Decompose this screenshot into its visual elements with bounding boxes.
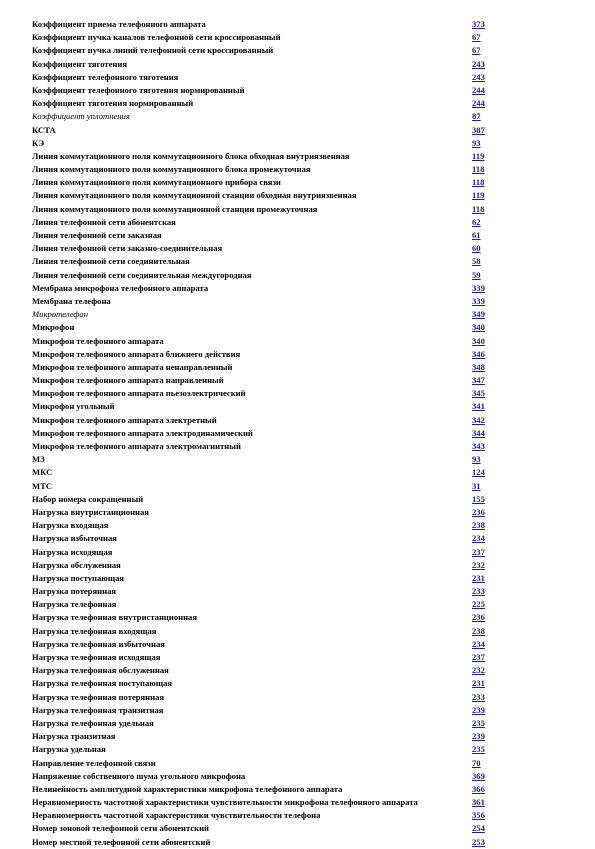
index-entry — [32, 374, 562, 387]
page-number-link[interactable]: 254 — [472, 823, 485, 834]
index-term: Номер зоновой телефонной сети абонентский — [32, 823, 209, 834]
index-term: Линия телефонной сети соединительная — [32, 256, 190, 267]
page-number-link[interactable]: 119 — [472, 150, 485, 161]
index-term: Нагрузка телефонная поступающая — [32, 678, 173, 689]
page-number-link[interactable]: 387 — [472, 124, 485, 135]
index-term: Мембрана телефона — [32, 295, 111, 306]
index-entry — [32, 242, 562, 255]
index-term: Коэффициент приема телефонного аппарата — [32, 19, 206, 29]
index-entry — [32, 757, 562, 770]
page-number-link[interactable]: 253 — [472, 836, 485, 847]
page-number-link[interactable]: 237 — [472, 652, 485, 662]
page-number-link[interactable]: 340 — [472, 335, 485, 346]
index-term: Линия коммутационного поля коммутационного блока промежуточная — [32, 164, 311, 175]
index-term: Нагрузка телефонная транзитная — [32, 704, 164, 715]
index-term: Направление телефонной связи — [32, 757, 156, 768]
index-entry — [32, 31, 562, 44]
index-entry — [32, 400, 562, 413]
index-term: Нагрузка поступающая — [32, 572, 125, 583]
index-entry — [32, 427, 562, 440]
page-number-link[interactable]: 238 — [472, 625, 485, 636]
page-number-link[interactable]: 361 — [472, 797, 485, 808]
page-number-link[interactable]: 346 — [472, 348, 485, 359]
index-term: Коэффициент телефонного тяготения — [32, 71, 179, 82]
index-entry — [32, 269, 562, 282]
index-entry — [32, 664, 562, 677]
index-entry — [32, 717, 562, 730]
index-entry — [32, 229, 562, 242]
index-term: Нагрузка телефонная обслуженная — [32, 665, 169, 676]
index-entry — [32, 282, 562, 295]
index-entry — [32, 519, 562, 532]
index-entry — [32, 559, 562, 572]
page-number-link[interactable]: 118 — [472, 177, 485, 188]
page-number-link[interactable]: 232 — [472, 559, 485, 570]
index-term: Линия телефонной сети абонентская — [32, 216, 176, 227]
index-entry — [32, 295, 562, 308]
index-entry — [32, 822, 562, 835]
page-number-link[interactable]: 124 — [472, 467, 485, 478]
index-term: Мембрана микрофона телефонного аппарата — [32, 282, 209, 293]
index-entry — [32, 743, 562, 756]
page-number-link[interactable]: 60 — [472, 243, 481, 254]
page-number-link[interactable]: 345 — [472, 388, 485, 399]
index-term: Линия телефонной сети заказно-соединительная — [32, 243, 223, 254]
page-number-link[interactable]: 347 — [472, 375, 485, 386]
index-term: МКС — [32, 467, 53, 478]
page-number-link[interactable]: 243 — [472, 71, 485, 82]
index-term: Нагрузка потерянная — [32, 586, 117, 597]
page-number-link[interactable]: 239 — [472, 704, 485, 715]
index-term: Нагрузка транзитная — [32, 731, 116, 742]
page-number-link[interactable]: 369 — [472, 770, 485, 781]
index-term: Микрофон телефонного аппарата электродинамический — [32, 427, 253, 438]
index-term: Нагрузка обслуженная — [32, 559, 121, 570]
index-entry — [32, 176, 562, 189]
index-term: Коэффициент тяготения — [32, 58, 127, 69]
index-term: Нагрузка избыточная — [32, 533, 117, 544]
index-term: Коэффициент пучка линий телефонной сети кроссированный — [32, 45, 274, 56]
index-term: Коэффициент пучка каналов телефонной сети кроссированный — [32, 32, 281, 43]
index-entry — [32, 44, 562, 57]
index-term: Коэффициент тяготения нормированный — [32, 98, 194, 109]
page-number-link[interactable]: 373 — [472, 19, 485, 29]
page-number-link[interactable]: 61 — [472, 230, 481, 240]
index-entry — [32, 691, 562, 704]
page-number-link[interactable]: 59 — [472, 269, 481, 280]
index-term: Нагрузка внутристанционная — [32, 506, 149, 517]
page-number-link[interactable]: 31 — [472, 480, 481, 491]
page-number-link[interactable]: 119 — [472, 190, 485, 201]
index-entry — [32, 704, 562, 717]
index-term: МТС — [32, 480, 53, 491]
page-number-link[interactable]: 93 — [472, 454, 481, 465]
index-term: Набор номера сокращенный — [32, 493, 144, 504]
index-entry — [32, 414, 562, 427]
index-entry — [32, 638, 562, 651]
index-entry — [32, 625, 562, 638]
index-term: Нагрузка телефонная — [32, 599, 117, 610]
index-term: Нагрузка телефонная входящая — [32, 625, 157, 636]
page-number-link[interactable]: 344 — [472, 427, 485, 438]
index-term: Нагрузка удельная — [32, 744, 106, 755]
index-term: КСТА — [32, 124, 56, 135]
page-number-link[interactable]: 340 — [472, 322, 485, 333]
index-term: Линия телефонной сети заказная — [32, 230, 162, 240]
page-number-link[interactable]: 235 — [472, 717, 485, 728]
index-term: Нагрузка входящая — [32, 520, 109, 531]
index-term: Линия коммутационного поля коммутационного прибора связи — [32, 177, 281, 188]
glossary-index — [32, 18, 562, 849]
index-term: Микрофон телефонного аппарата ближнего действия — [32, 348, 241, 359]
index-entry — [32, 84, 562, 97]
index-entry — [32, 110, 562, 123]
index-entry — [32, 440, 562, 453]
index-entry — [32, 730, 562, 743]
page-number-link[interactable]: 70 — [472, 757, 481, 768]
page-number-link[interactable]: 356 — [472, 810, 485, 821]
page-number-link[interactable]: 225 — [472, 599, 485, 610]
index-entry — [32, 598, 562, 611]
index-entry — [32, 150, 562, 163]
index-term: МЗ — [32, 454, 45, 465]
index-entry — [32, 216, 562, 229]
page-number-link[interactable]: 62 — [472, 216, 481, 227]
index-term: Линия коммутационного поля коммутационной станции промежуточная — [32, 203, 318, 214]
index-entry — [32, 348, 562, 361]
index-entry — [32, 532, 562, 545]
index-term: Нелинейность амплитудной характеристики микрофона телефонного аппарата — [32, 783, 343, 794]
index-term: Напряжение собственного шума угольного микрофона — [32, 770, 246, 781]
page-number-link[interactable]: 235 — [472, 744, 485, 755]
index-entry — [32, 189, 562, 202]
index-entry — [32, 453, 562, 466]
index-entry — [32, 163, 562, 176]
index-term: Номер местной телефонной сети абонентский — [32, 836, 211, 847]
page-number-link[interactable]: 366 — [472, 783, 485, 794]
index-term: КЭ — [32, 137, 45, 148]
index-entry — [32, 611, 562, 624]
page-number-link[interactable]: 231 — [472, 572, 485, 583]
page-number-link[interactable]: 234 — [472, 638, 485, 649]
index-entry — [32, 387, 562, 400]
page-number-link[interactable]: 339 — [472, 295, 485, 306]
page-number-link[interactable]: 58 — [472, 256, 481, 267]
index-term: Неравномерность частотной характеристики чувствительности телефона — [32, 810, 321, 821]
index-term: Микрофон телефонного аппарата направленный — [32, 375, 224, 386]
index-term: Микрофон телефонного аппарата ненаправленный — [32, 361, 233, 372]
page-number-link[interactable]: 243 — [472, 58, 485, 69]
index-term: Линия коммутационного поля коммутационной станции обходная внутриязвенная — [32, 190, 357, 201]
index-term: Нагрузка телефонная избыточная — [32, 638, 165, 649]
index-term: Коэффициент уплотнения — [32, 111, 130, 122]
index-entry — [32, 677, 562, 690]
index-entry — [32, 124, 562, 137]
index-term: Микротелефон — [32, 309, 88, 320]
index-entry — [32, 546, 562, 559]
page-number-link[interactable]: 238 — [472, 520, 485, 531]
index-term: Линия коммутационного поля коммутационного блока обходная внутриязвенная — [32, 150, 350, 161]
index-term: Нагрузка телефонная удельная — [32, 717, 154, 728]
page-number-link[interactable]: 231 — [472, 678, 485, 689]
index-entry — [32, 335, 562, 348]
index-entry — [32, 493, 562, 506]
page-number-link[interactable]: 118 — [472, 164, 485, 175]
index-entry — [32, 255, 562, 268]
index-term: Нагрузка телефонная потерянная — [32, 691, 165, 702]
index-entry — [32, 572, 562, 585]
index-entry — [32, 480, 562, 493]
index-term: Микрофон телефонного аппарата — [32, 335, 164, 346]
page-number-link[interactable]: 343 — [472, 441, 485, 451]
page-number-link[interactable]: 339 — [472, 282, 485, 293]
index-term: Микрофон угольный — [32, 401, 115, 412]
page-number-link[interactable]: 349 — [472, 309, 485, 320]
index-entry — [32, 506, 562, 519]
page-number-link[interactable]: 244 — [472, 84, 485, 95]
page-number-link[interactable]: 239 — [472, 731, 485, 742]
index-term: Микрофон телефонного аппарата электретный — [32, 414, 217, 425]
page-number-link[interactable]: 233 — [472, 586, 485, 597]
page-number-link[interactable]: 234 — [472, 533, 485, 544]
index-term: Нагрузка телефонная внутристанционная — [32, 612, 197, 623]
page-number-link[interactable]: 348 — [472, 361, 485, 372]
index-entry — [32, 71, 562, 84]
page-number-link[interactable]: 342 — [472, 414, 485, 425]
page-number-link[interactable]: 236 — [472, 506, 485, 517]
index-term: Неравномерность частотной характеристики чувствительности микрофона телефонного аппарата — [32, 797, 418, 808]
index-term: Микрофон — [32, 322, 75, 333]
index-term: Микрофон телефонного аппарата пьезоэлектрический — [32, 388, 246, 399]
page-number-link[interactable]: 67 — [472, 32, 481, 43]
page-number-link[interactable]: 341 — [472, 401, 485, 412]
index-term: Коэффициент телефонного тяготения нормированный — [32, 84, 245, 95]
page-number-link[interactable]: 233 — [472, 691, 485, 702]
index-entry — [32, 58, 562, 71]
index-entry — [32, 466, 562, 479]
index-entry — [32, 97, 562, 110]
index-entry — [32, 137, 562, 150]
index-entry — [32, 783, 562, 796]
index-entry — [32, 308, 562, 321]
page-number-link[interactable]: 87 — [472, 111, 481, 122]
index-entry — [32, 18, 562, 31]
index-entry — [32, 809, 562, 822]
page-number-link[interactable]: 232 — [472, 665, 485, 676]
index-entry — [32, 203, 562, 216]
index-entry — [32, 321, 562, 334]
index-entry — [32, 770, 562, 783]
page-number-link[interactable]: 155 — [472, 493, 485, 504]
index-term: Микрофон телефонного аппарата электромагнитный — [32, 441, 241, 451]
page-number-link[interactable]: 67 — [472, 45, 481, 56]
index-term: Нагрузка телефонная исходящая — [32, 652, 161, 662]
index-entry — [32, 651, 562, 664]
index-entry — [32, 585, 562, 598]
page-number-link[interactable]: 237 — [472, 546, 485, 557]
page-number-link[interactable]: 118 — [472, 203, 485, 214]
index-entry — [32, 361, 562, 374]
page-number-link[interactable]: 93 — [472, 137, 481, 148]
page-number-link[interactable]: 236 — [472, 612, 485, 623]
index-term: Линия телефонной сети соединительная междугородная — [32, 269, 252, 280]
index-entry — [32, 796, 562, 809]
index-entry — [32, 836, 562, 849]
index-term: Нагрузка исходящая — [32, 546, 113, 557]
page-number-link[interactable]: 244 — [472, 98, 485, 109]
